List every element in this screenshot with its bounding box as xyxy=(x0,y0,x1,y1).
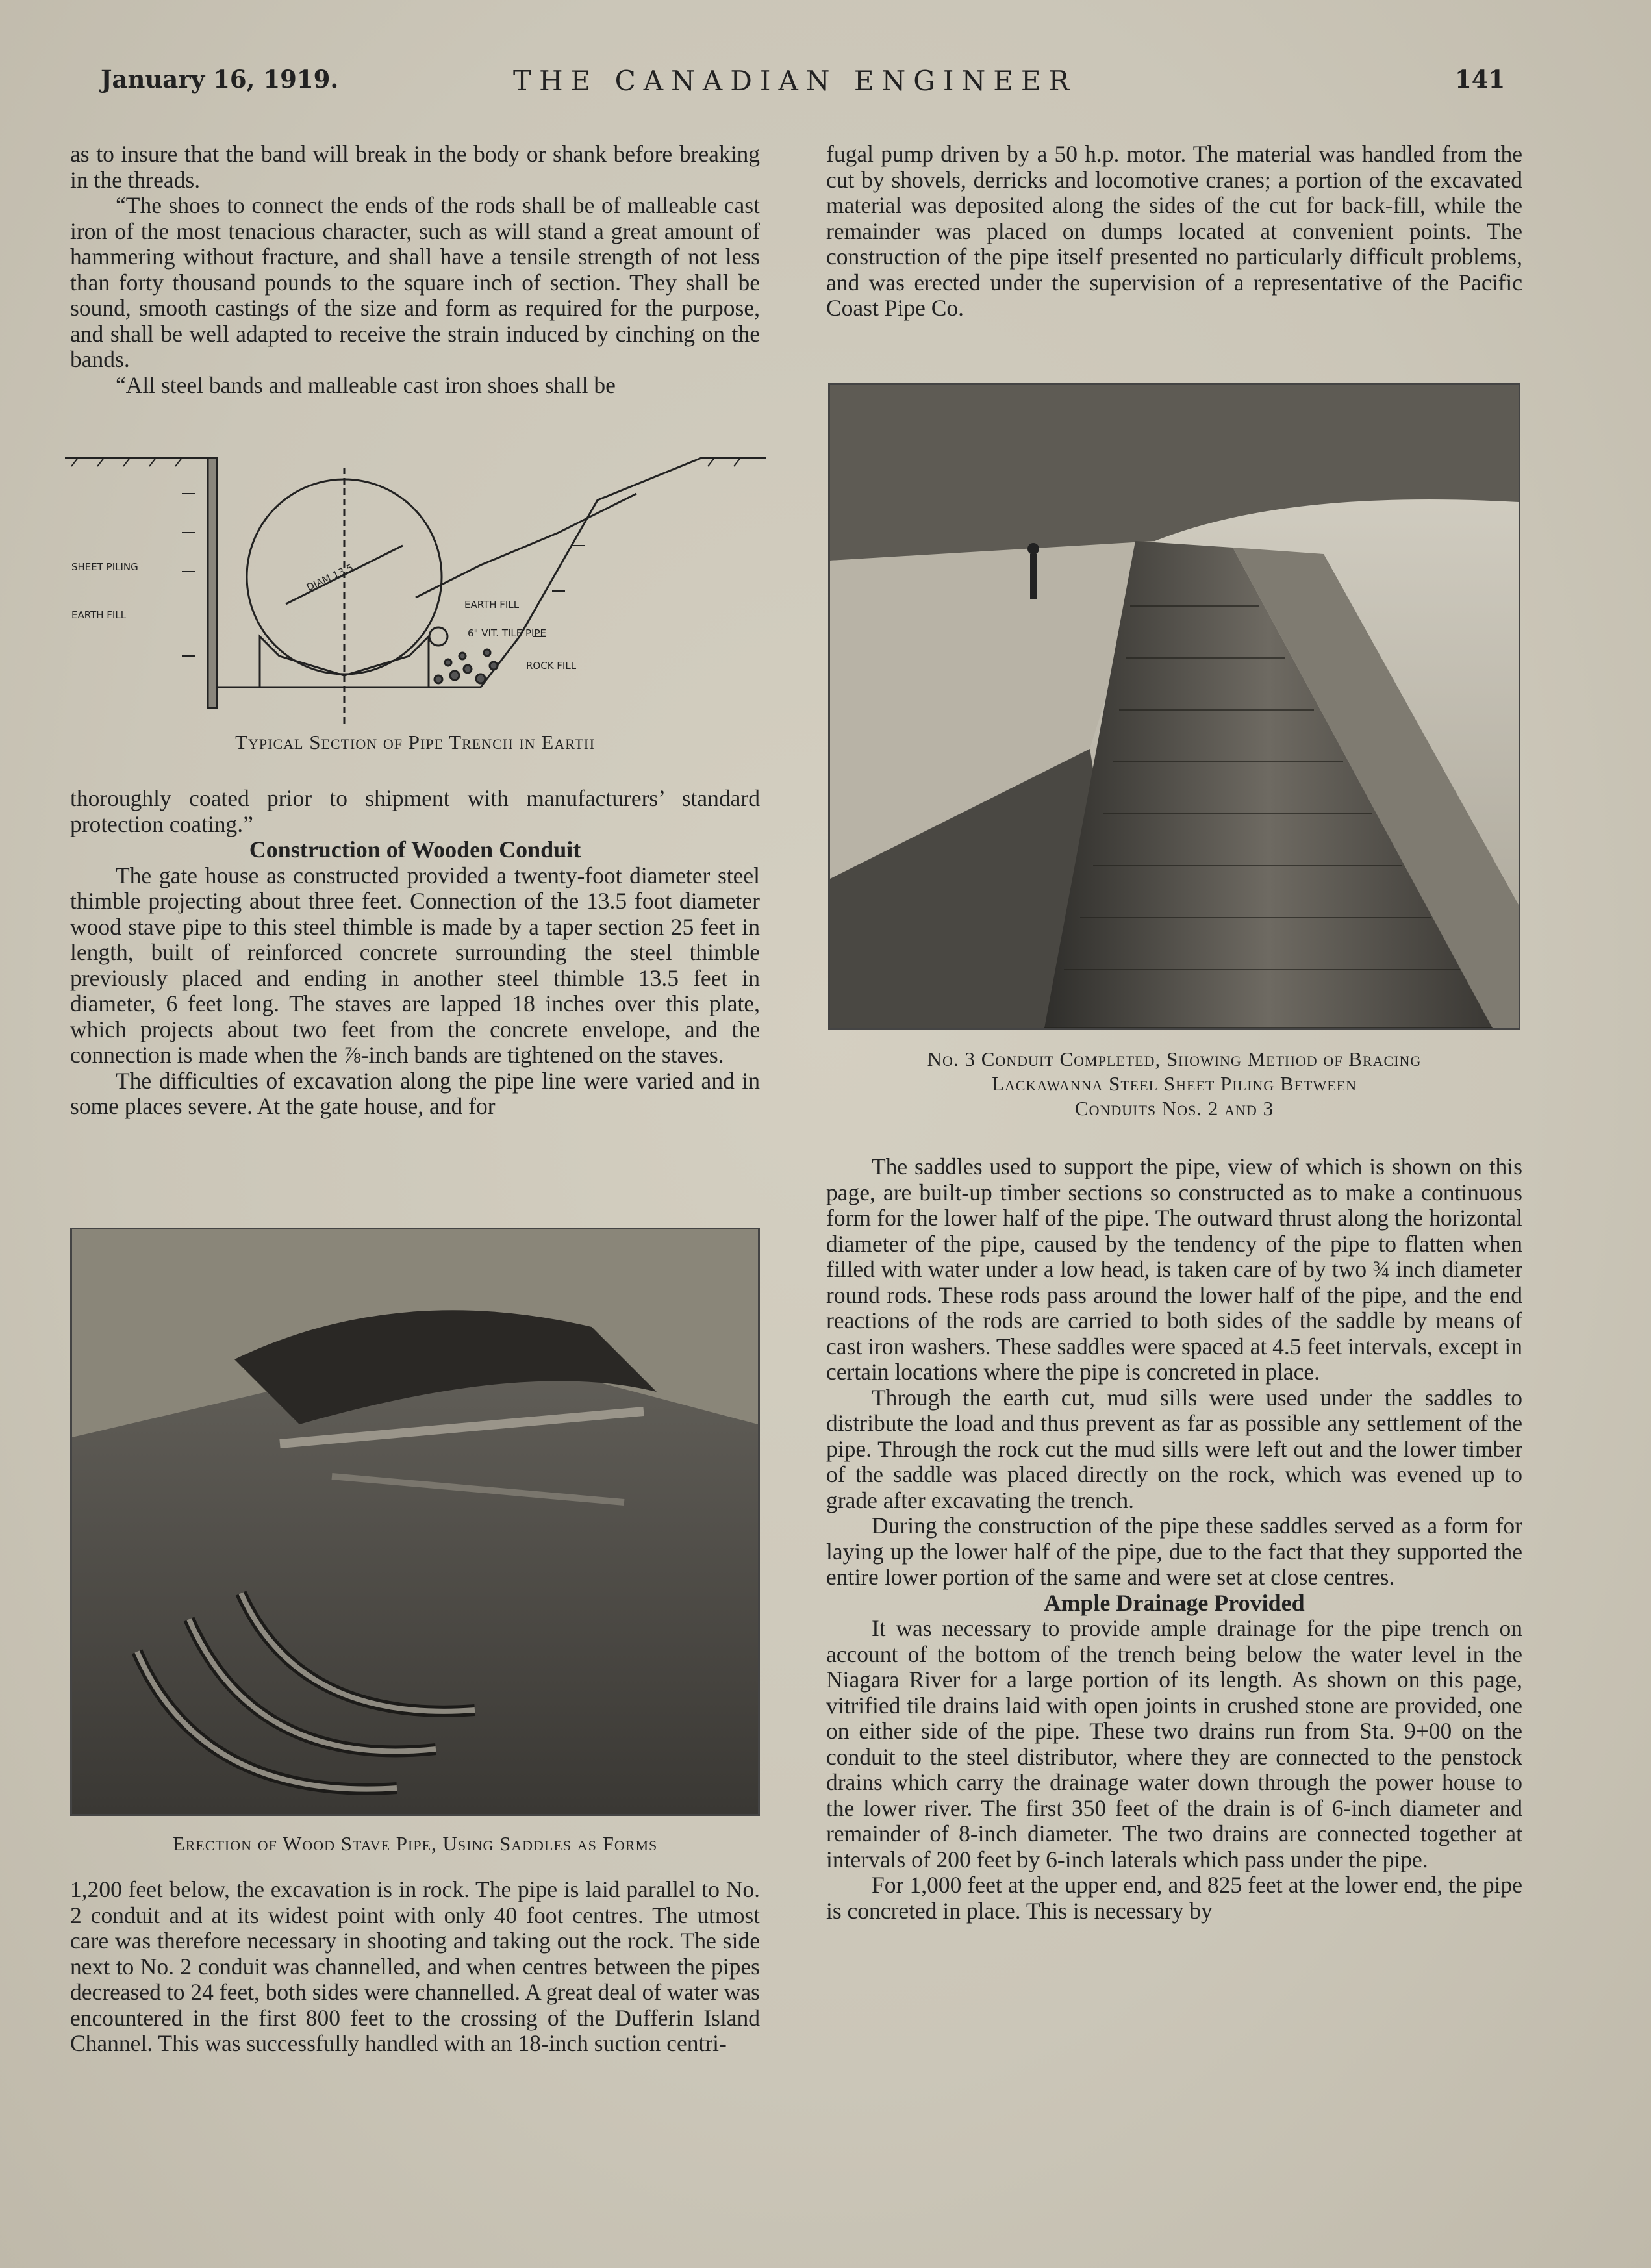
label-vit-tile: 6" VIT. TILE PIPE xyxy=(468,627,546,639)
photo-caption-right xyxy=(826,1047,1522,1121)
paragraph: The gate house as constructed provided a twenty-foot diameter steel thimble projecting about three feet. Connection of the 13.5 foot diameter wood stave pipe to this steel thimble is made by a taper section 25 feet in length, built of reinforced concrete surrounding the steel thimble previously placed and ending in another steel thimble 13.5 feet in diameter, 6 feet long. The staves are lapped 18 inches over this plate, which projects about two feet from the concrete envelope, and the connection is made when the ⅞-inch bands are tightened on the staves. xyxy=(70,862,760,1068)
left-column-middle xyxy=(70,786,760,1120)
photo-conduit-completed xyxy=(828,383,1520,1030)
photo-caption-left: Erection of Wood Stave Pipe, Using Saddles as Forms xyxy=(172,1832,658,1855)
paragraph: thoroughly coated prior to shipment with manufacturers’ standard protection coating.” xyxy=(70,785,760,837)
paragraph: “All steel bands and malleable cast iron shoes shall be xyxy=(116,372,616,398)
photo-wood-stave-pipe-erection xyxy=(70,1228,760,1816)
photo-placeholder-svg xyxy=(72,1229,758,1814)
journal-title: THE CANADIAN ENGINEER xyxy=(513,65,1078,97)
right-column-bottom xyxy=(826,1154,1522,1924)
photo-placeholder-svg xyxy=(830,385,1519,1028)
label-sheet-piling: SHEET PILING xyxy=(71,561,138,573)
left-column-bottom xyxy=(70,1877,760,2057)
caption-line: No. 3 Conduit Completed, Showing Method of Bracing xyxy=(927,1048,1422,1070)
page-header xyxy=(0,65,1651,104)
caption-line: Conduits Nos. 2 and 3 xyxy=(1074,1097,1274,1120)
left-column-top xyxy=(70,142,760,398)
section-heading: Ample Drainage Provided xyxy=(1044,1589,1305,1616)
label-earth-fill-left: EARTH FILL xyxy=(71,609,127,621)
label-rock-fill: ROCK FILL xyxy=(526,660,577,672)
issue-date: January 16, 1919. xyxy=(101,65,339,94)
paragraph: For 1,000 feet at the upper end, and 825 feet at the lower end, the pipe is concreted in place. This is necessary by xyxy=(826,1872,1522,1924)
paragraph: During the construction of the pipe these saddles served as a form for laying up the lower half of the pipe, due to the fact that they supported the entire lower portion of the same and were set at close centres. xyxy=(826,1513,1522,1590)
trench-diagram-svg xyxy=(65,442,766,727)
paragraph: Through the earth cut, mud sills were used under the saddles to distribute the load and thus prevent as far as possible any settlement of the pipe. Through the rock cut the mud sills were left out and the lower timber of the saddle was placed directly on the rock, which was evened up to grade after excavating the trench. xyxy=(826,1384,1522,1513)
page-number: 141 xyxy=(1455,65,1506,94)
right-column-top xyxy=(826,142,1522,321)
paragraph: “The shoes to connect the ends of the rods shall be of malleable cast iron of the most tenacious character, such as will stand a great amount of hammering without fracture, and shall have a tensile strength of not less than forty thousand pounds to the square inch of section. They shall be sound, smooth castings of the size and form as required for the purpose, and shall be well adapted to receive the strain induced by cinching on the bands. xyxy=(70,192,760,372)
paragraph: fugal pump driven by a 50 h.p. motor. The material was handled from the cut by shovels, derricks and locomotive cranes; a portion of the excavated material was deposited along the sides of the cut for back-fill, while the remainder was placed on dumps located at convenient points. The construction of the pipe itself presented no particularly difficult problems, and was erected under the supervision of a representative of the Pacific Coast Pipe Co. xyxy=(826,141,1522,321)
paragraph: It was necessary to provide ample drainage for the pipe trench on account of the bottom of the trench being below the water level in the Niagara River for a large portion of its length. As shown on this page, vitrified tile drains laid with open joints in crushed stone are provided, one on either side of the pipe. These two drains run from Sta. 9+00 on the conduit to the steel distributor, where they are connected to the penstock drains which carry the drainage water down through the power house to the lower river. The first 350 feet of the drain is of 6-inch diameter and remainder of 8-inch diameter. The two drains are connected together at intervals of 200 feet by 6-inch laterals which pass under the pipe. xyxy=(826,1615,1522,1872)
diagram-caption: Typical Section of Pipe Trench in Earth xyxy=(235,731,595,753)
paragraph: as to insure that the band will break in the body or shank before breaking in the threads. xyxy=(70,141,760,193)
trench-section-diagram xyxy=(65,442,766,727)
label-diameter: DIAM 13.5 xyxy=(305,561,355,594)
label-earth-fill-right: EARTH FILL xyxy=(464,599,520,611)
paragraph: The saddles used to support the pipe, view of which is shown on this page, are built-up timber sections so constructed as to make a continuous form for the lower half of the pipe. The outward thrust along the horizontal diameter of the pipe, caused by the tendency of the pipe to flatten when filled with water under a low head, is taken care of by two ¾ inch diameter round rods. These rods pass around the lower half of the pipe, and the end reactions of the rods are carried to both sides of the saddle by means of cast iron washers. These saddles were spaced at 4.5 feet intervals, except in certain locations where the pipe is concreted in place. xyxy=(826,1153,1522,1385)
paragraph: 1,200 feet below, the excavation is in rock. The pipe is laid parallel to No. 2 conduit and at its widest point with only 40 foot centres. The utmost care was therefore necessary in shooting and taking out the rock. The side next to No. 2 conduit was channelled, and when centres between the pipes decreased to 24 feet, both sides were channelled. A great deal of water was encountered in the first 800 feet to the crossing of the Dufferin Island Channel. This was successfully handled with an 18-inch suction centri- xyxy=(70,1876,760,2056)
caption-line: Lackawanna Steel Sheet Piling Between xyxy=(991,1072,1357,1095)
section-heading: Construction of Wooden Conduit xyxy=(249,837,581,863)
paragraph: The difficulties of excavation along the pipe line were varied and in some places severe. At the gate house, and for xyxy=(70,1067,760,1119)
